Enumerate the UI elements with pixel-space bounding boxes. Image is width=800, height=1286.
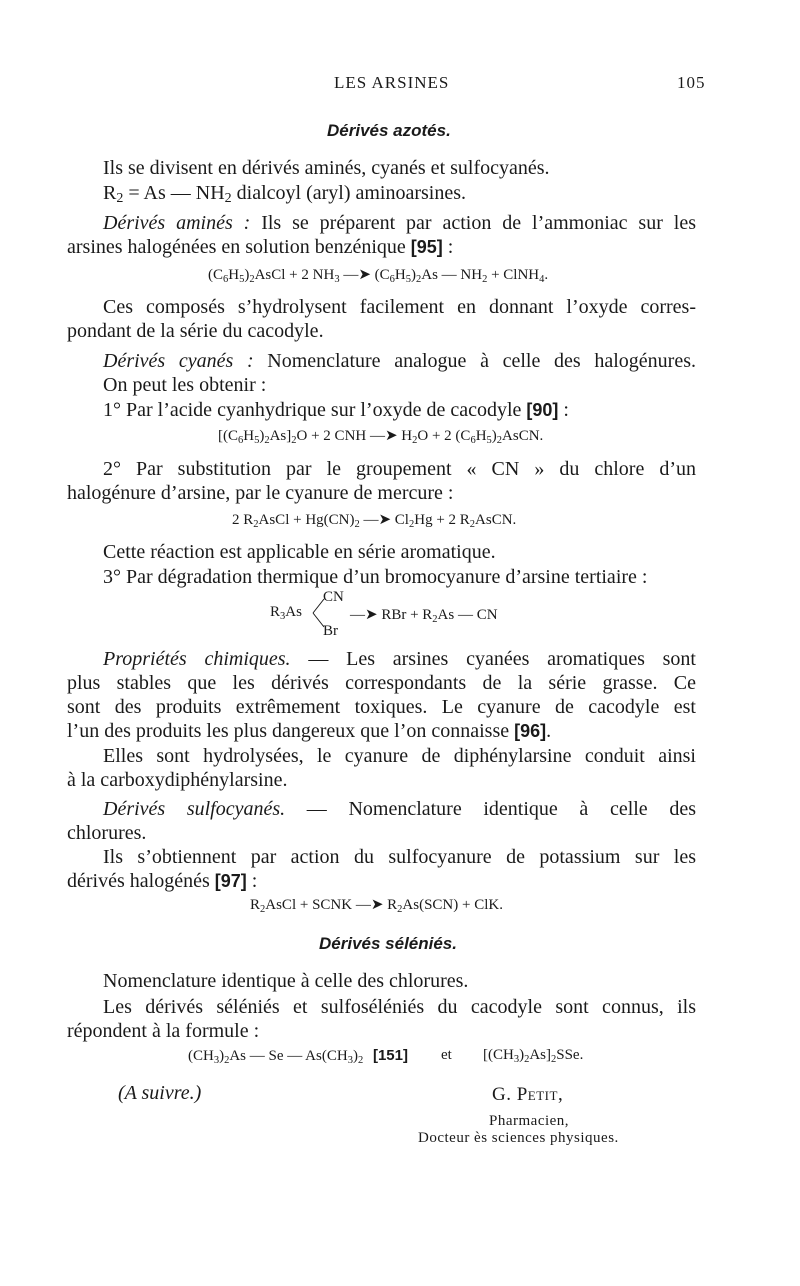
section-title-selenies: Dérivés séléniés. [319,934,457,953]
equation-3: 2 $R_2AsCl + Hg(CN)_2$ —➤ $Cl_2Hg + 2$ $R_2AsCN$. [232,512,517,530]
paragraph-10-line-2: à la carboxydiphénylarsine. [67,769,288,791]
paragraph-2: $R_2 = As$ — $NH_2$ dialcoyl (aryl) aminoarsines. [103,182,467,206]
paragraph-5-line-2: On peut les obtenir : [103,374,267,396]
equation-6b: $[(CH_3)_2As]_2SSe$. [483,1047,584,1065]
equation-6-et: et [441,1047,452,1063]
equation-1: $(C_6H_5)_2AsCl + 2$ $NH_3$ —➤ $(C_6H_5)_2As$ — $NH_2$ + ClNH$_4$. [208,267,549,285]
paragraph-6: 1° Par l’acide cyanhydrique sur l’oxyde de cacodyle [90] : [103,399,569,421]
paragraph-3-line-1: Dérivés aminés : Ils se préparent par action de l’ammoniac sur les [103,212,696,234]
paragraph-10-line-1: Elles sont hydrolysées, le cyanure de diphénylarsine conduit ainsi [103,745,696,767]
equation-4-products: —➤ RBr + $R_2As$ — CN [350,607,498,625]
to-be-continued: (A suivre.) [118,1082,202,1104]
equation-4-reactant: $R_3As$ [270,604,302,622]
paragraph-11-line-1: Dérivés sulfocyanés. — Nomenclature identique à celle des [103,798,696,820]
paragraph-9-line-1: Propriétés chimiques. — Les arsines cyanées aromatiques sont [103,648,696,670]
section-title-azotes: Dérivés azotés. [327,121,451,140]
citation-95: [95] [410,237,443,257]
paragraph-3-line-2: arsines halogénées en solution benzénique [95] : [67,236,454,258]
paragraph-12-line-2: dérivés halogénés [97] : [67,870,258,892]
paragraph-9-line-4: l’un des produits les plus dangereux que l’on connaisse [96]. [67,720,552,742]
cyano-group: CN [323,589,344,605]
paragraph-7-line-2: halogénure d’arsine, par le cyanure de mercure : [67,482,454,504]
author-name: G. Petit, [492,1084,564,1105]
bromo-group: Br [323,623,338,639]
citation-90: [90] [526,400,559,420]
paragraph-4-line-2: pondant de la série du cacodyle. [67,320,324,342]
equation-2: $[(C_6H_5)_2As]_2O + 2$ CNH —➤ $H_2O + 2$ $(C_6H_5)_2AsCN$. [218,428,544,446]
author-role-1: Pharmacien, [489,1113,570,1129]
paragraph-11-line-2: chlorures. [67,822,147,844]
page-number: 105 [677,73,706,92]
equation-6a: $(CH_3)_2As$ — Se — $As(CH_3)_2$ [151] [188,1047,408,1066]
paragraph-8-line-1: Cette réaction est applicable en série aromatique. [103,541,496,563]
paragraph-14-line-1: Les dérivés séléniés et sulfoséléniés du cacodyle sont connus, ils [103,996,696,1018]
paragraph-8-line-2: 3° Par dégradation thermique d’un bromocyanure d’arsine tertiaire : [103,566,648,588]
paragraph-5-line-1: Dérivés cyanés : Nomenclature analogue à celle des halogénures. [103,350,696,372]
equation-5: $R_2AsCl$ + SCNK —➤ $R_2As(SCN)$ + ClK. [250,897,503,915]
paragraph-12-line-1: Ils s’obtiennent par action du sulfocyanure de potassium sur les [103,846,696,868]
paragraph-7-line-1: 2° Par substitution par le groupement « CN » du chlore d’un [103,458,696,480]
paragraph-14-line-2: répondent à la formule : [67,1020,260,1042]
running-header: LES ARSINES [334,73,450,92]
paragraph-9-line-2: plus stables que les dérivés correspondants de la série grasse. Ce [67,672,696,694]
citation-97: [97] [214,871,247,891]
paragraph-1: Ils se divisent en dérivés aminés, cyanés et sulfocyanés. [103,157,550,179]
paragraph-4-line-1: Ces composés s’hydrolysent facilement en donnant l’oxyde corres- [103,296,696,318]
citation-151: [151] [372,1047,408,1064]
citation-96: [96] [514,721,547,741]
author-role-2: Docteur ès sciences physiques. [418,1130,619,1146]
paragraph-9-line-3: sont des produits extrêmement toxiques. Le cyanure de cacodyle est [67,696,696,718]
paragraph-13: Nomenclature identique à celle des chlorures. [103,970,469,992]
